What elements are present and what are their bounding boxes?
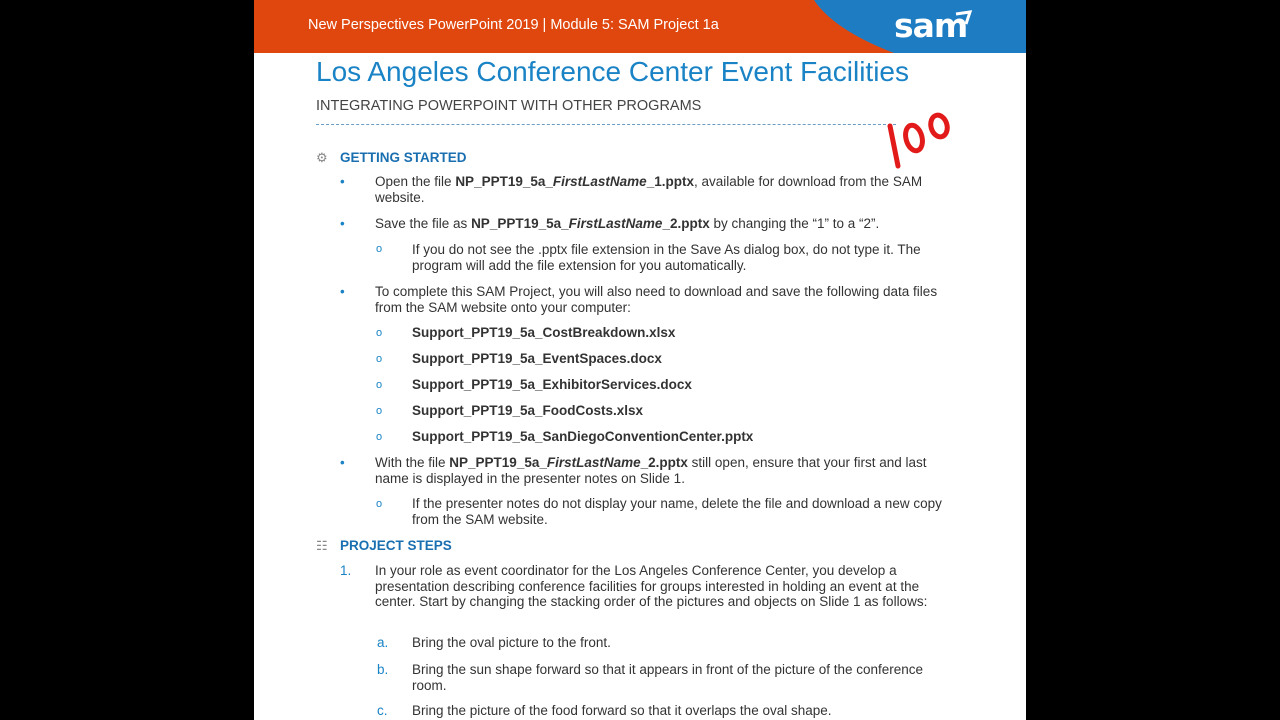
bullet-open-file: Open the file NP_PPT19_5a_FirstLastName_1.pptx, available for download from the SAM website. xyxy=(375,174,923,205)
step-1-text: In your role as event coordinator for the Los Angeles Conference Center, you develop a presentation describing conference facilities for groups interested in holding an event at the center. Start by changing the stacking order of the pictures and objects on Slide 1 as follows: xyxy=(375,563,928,609)
sub-step-a: Bring the oval picture to the front. xyxy=(412,635,611,650)
logo-swoosh-icon xyxy=(954,10,974,26)
header-text: New Perspectives PowerPoint 2019 | Module 5: SAM Project 1a xyxy=(308,17,719,33)
sub-step-letter: c. xyxy=(377,703,388,718)
sub-bullet-marker: o xyxy=(376,405,383,417)
document-page xyxy=(254,0,1026,720)
sub-step-letter: b. xyxy=(377,662,389,677)
bullet-marker: • xyxy=(340,284,345,299)
bullet-save-file: Save the file as NP_PPT19_5a_FirstLastName_2.pptx by changing the “1” to a “2”. xyxy=(375,216,880,231)
sub-bullet-marker: o xyxy=(376,243,383,255)
bullet-data-files: To complete this SAM Project, you will also need to download and save the following data files from the SAM website onto your computer: xyxy=(375,284,938,315)
file-item-exhibitor-services: Support_PPT19_5a_ExhibitorServices.docx xyxy=(412,377,692,392)
sub-bullet-extension-note: If you do not see the .pptx file extension in the Save As dialog box, do not type it. The program will add the file extension for you automatically. xyxy=(412,242,921,273)
bullet-marker: • xyxy=(340,174,345,189)
title-divider xyxy=(316,124,896,125)
gears-icon: ⚙ xyxy=(316,150,328,165)
sub-step-b: Bring the sun shape forward so that it appears in front of the picture of the conference room. xyxy=(412,662,924,693)
header-banner xyxy=(254,0,1026,53)
sub-bullet-name-note: If the presenter notes do not display your name, delete the file and download a new copy from the SAM website. xyxy=(412,496,942,527)
sub-bullet-marker: o xyxy=(376,431,383,443)
handwritten-annotation xyxy=(884,106,964,172)
file-item-event-spaces: Support_PPT19_5a_EventSpaces.docx xyxy=(412,351,662,366)
getting-started-heading: GETTING STARTED xyxy=(340,150,467,165)
sub-bullet-marker: o xyxy=(376,327,383,339)
sub-bullet-marker: o xyxy=(376,353,383,365)
sam-logo: sam xyxy=(894,6,968,45)
bullet-marker: • xyxy=(340,216,345,231)
bullet-marker: • xyxy=(340,455,345,470)
project-steps-heading: PROJECT STEPS xyxy=(340,538,452,553)
document-title: Los Angeles Conference Center Event Facilities xyxy=(316,56,909,87)
sub-step-c: Bring the picture of the food forward so that it overlaps the oval shape. xyxy=(412,703,832,718)
sub-bullet-marker: o xyxy=(376,379,383,391)
document-subtitle: INTEGRATING POWERPOINT WITH OTHER PROGRAMS xyxy=(316,98,702,114)
sub-bullet-marker: o xyxy=(376,498,383,510)
file-item-san-diego: Support_PPT19_5a_SanDiegoConventionCenter.pptx xyxy=(412,429,754,444)
steps-icon: ☷ xyxy=(316,538,328,553)
file-item-food-costs: Support_PPT19_5a_FoodCosts.xlsx xyxy=(412,403,644,418)
sub-step-letter: a. xyxy=(377,635,389,650)
step-number: 1. xyxy=(340,563,352,578)
bullet-presenter-notes: With the file NP_PPT19_5a_FirstLastName_2.pptx still open, ensure that your first and last name is displayed in the presenter notes on Slide 1. xyxy=(375,455,927,486)
file-item-cost-breakdown: Support_PPT19_5a_CostBreakdown.xlsx xyxy=(412,325,676,340)
